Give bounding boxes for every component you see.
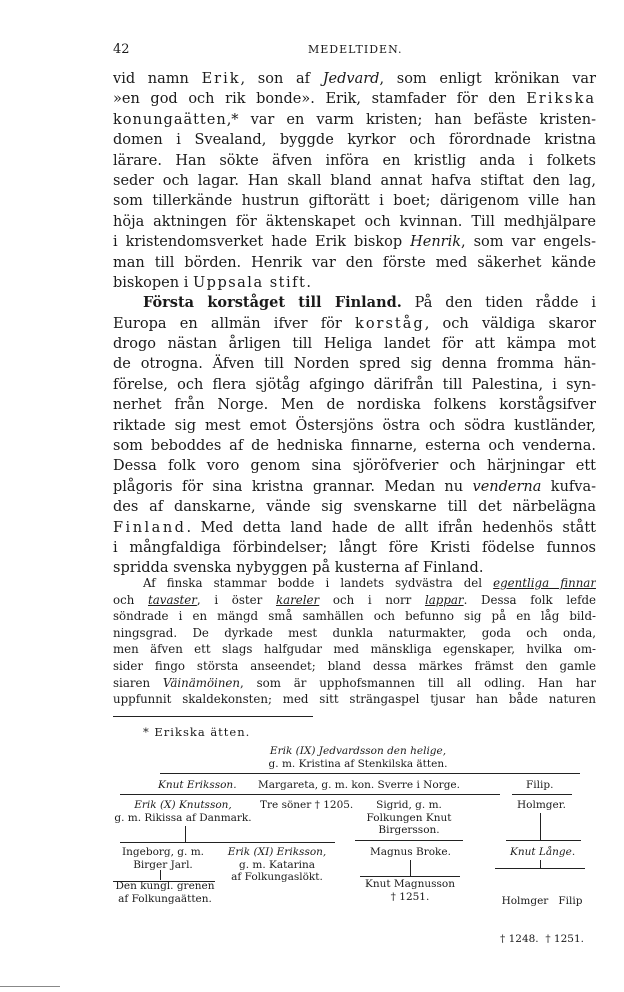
tree-line (160, 773, 580, 774)
text-line: siaren Väinämöinen, som är upphofsmannen till all odling. Han har (113, 675, 596, 690)
gen3-tre-soner: Tre söner † 1205. (260, 799, 354, 811)
gen3-erik-x: Erik (X) Knutsson, g. m. Rikissa af Danmark. (114, 799, 252, 824)
text-line: i kristendomsverket hade Erik biskop Henrik, som var engels- (113, 234, 596, 251)
text-line: som tillerkände hustrun giftorätt i boet; därigenom ville han (113, 193, 596, 210)
gen5-holmger-filip: Holmger Filip † 1248. † 1251. (500, 895, 584, 945)
text-line: drogo nästan årligen till Heliga landet för att kämpa mot (113, 336, 596, 353)
tree-line (360, 876, 460, 877)
text-line: konungaätten,* var en varm kristen; han befäste kristen- (113, 111, 596, 128)
text-line: nerhet från Norge. Men de nordiska folkens korstågsifver (113, 397, 596, 414)
text-line: Europa en allmän ifver för korståg, och väldiga skaror (113, 315, 596, 332)
tree-line (540, 860, 541, 868)
tree-line (540, 813, 541, 840)
text-line: de otrogna. Äfven till Norden spred sig denna fromma hän- (113, 356, 596, 373)
tree-line (120, 794, 500, 795)
tree-line (120, 842, 335, 843)
text-line: och tavaster, i öster kareler och i norr lappar. Dessa folk lefde (113, 592, 596, 607)
main-text (113, 69, 596, 579)
text-line: riktade sig mest emot Östersjöns östra och södra kustländer, (113, 417, 596, 434)
text-line: des af danskarne, vände sig svenskarne till det närbelägna (113, 499, 596, 516)
tree-line (160, 870, 161, 880)
gen4-erik-xi: Erik (XI) Eriksson, g. m. Katarina af Folkungaslökt. (227, 846, 327, 883)
gen5-knut-magnusson: Knut Magnusson † 1251. (364, 878, 456, 903)
gen5-kungl: Den kungl. grenen af Folkungaätten. (115, 880, 215, 905)
page-edge-line (0, 986, 60, 987)
section-heading-line: Första korståget till Finland. På den tiden rådde i (143, 294, 596, 312)
gen4-ingeborg: Ingeborg, g. m. Birger Jarl. (122, 846, 204, 871)
text-line: uppfunnit skaldekonsten; med sitt strängaspel tjusar han både naturen (113, 692, 596, 707)
tree-line (512, 794, 572, 795)
text-line: domen i Svealand, byggde kyrkor och förordnade kristna (113, 132, 596, 149)
text-line: plågoris för sina kristna grannar. Medan nu venderna kufva- (113, 478, 596, 495)
tree-line (185, 826, 186, 842)
gen-root: Erik (IX) Jedvardsson den helige, g. m. Kristina af Stenkilska ätten. (268, 745, 448, 770)
text-line: sider fingo största anseendet; bland dessa märkes främst den gamle (113, 658, 596, 673)
gen2-filip: Filip. (526, 779, 554, 791)
text-line: Af finska stammar bodde i landets sydvästra del egentliga finnar (143, 576, 596, 590)
running-title: MEDELTIDEN. (308, 43, 403, 56)
tree-line (506, 840, 581, 841)
text-line: men äfven ett slags halfgudar med mänskliga egenskaper, hvilka om- (113, 642, 596, 657)
text-line: söndrade i en mängd små samhällen och befunno sig på en låg bild- (113, 609, 596, 624)
text-line: spridda svenska nybyggen på kusterna af Finland. (113, 560, 484, 577)
text-line: lärare. Han sökte äfven införa en kristlig anda i folkets (113, 152, 596, 169)
gen2-margareta: Margareta, g. m. kon. Sverre i Norge. (258, 779, 460, 791)
text-line: vid namn Erik, son af Jedvard, som enligt krönikan var (113, 71, 596, 87)
tree-line (495, 868, 585, 869)
text-line: förelse, och flera sjötåg afgingo därifrån till Palestina, i syn- (113, 376, 596, 393)
text-line: Finland. Med detta land hade de allt ifrån hedenhös stått (113, 519, 596, 536)
gen4-magnus: Magnus Broke. (370, 846, 451, 858)
gen3-holmger: Holmger. (517, 799, 566, 811)
text-line: i mångfaldiga förbindelser; långt före Kristi födelse funnos (113, 539, 596, 556)
text-line: ningsgrad. De dyrkade mest dunkla naturmakter, goda och onda, (113, 625, 596, 640)
tree-line (355, 840, 463, 841)
footnote-rule (113, 716, 313, 717)
tree-line (410, 860, 411, 876)
text-line: biskopen i Uppsala stift. (113, 274, 311, 291)
gen4-knut-lange: Knut Långe. (510, 846, 576, 858)
text-line: höja aktningen för äktenskapet och kvinnan. Till medhjälpare (113, 213, 596, 230)
text-line: man till börden. Henrik var den förste med säkerhet kände (113, 254, 596, 271)
text-line: Dessa folk voro genom sina sjöröfverier och härjningar ett (113, 458, 596, 475)
text-line: »en god och rik bonde». Erik, stamfader för den Erikska (113, 91, 596, 108)
gen2-knut: Knut Eriksson. (158, 779, 237, 791)
small-print-paragraph (113, 575, 596, 708)
page-number: 42 (113, 42, 130, 57)
text-line: som beboddes af de hedniska finnarne, esterna och venderna. (113, 438, 596, 455)
text-line: seder och lagar. Han skall bland annat hafva stiftat den lag, (113, 172, 596, 189)
gen3-sigrid: Sigrid, g. m. Folkungen Knut Birgersson. (366, 799, 452, 836)
footnote-title: * Erikska ätten. (143, 725, 251, 739)
